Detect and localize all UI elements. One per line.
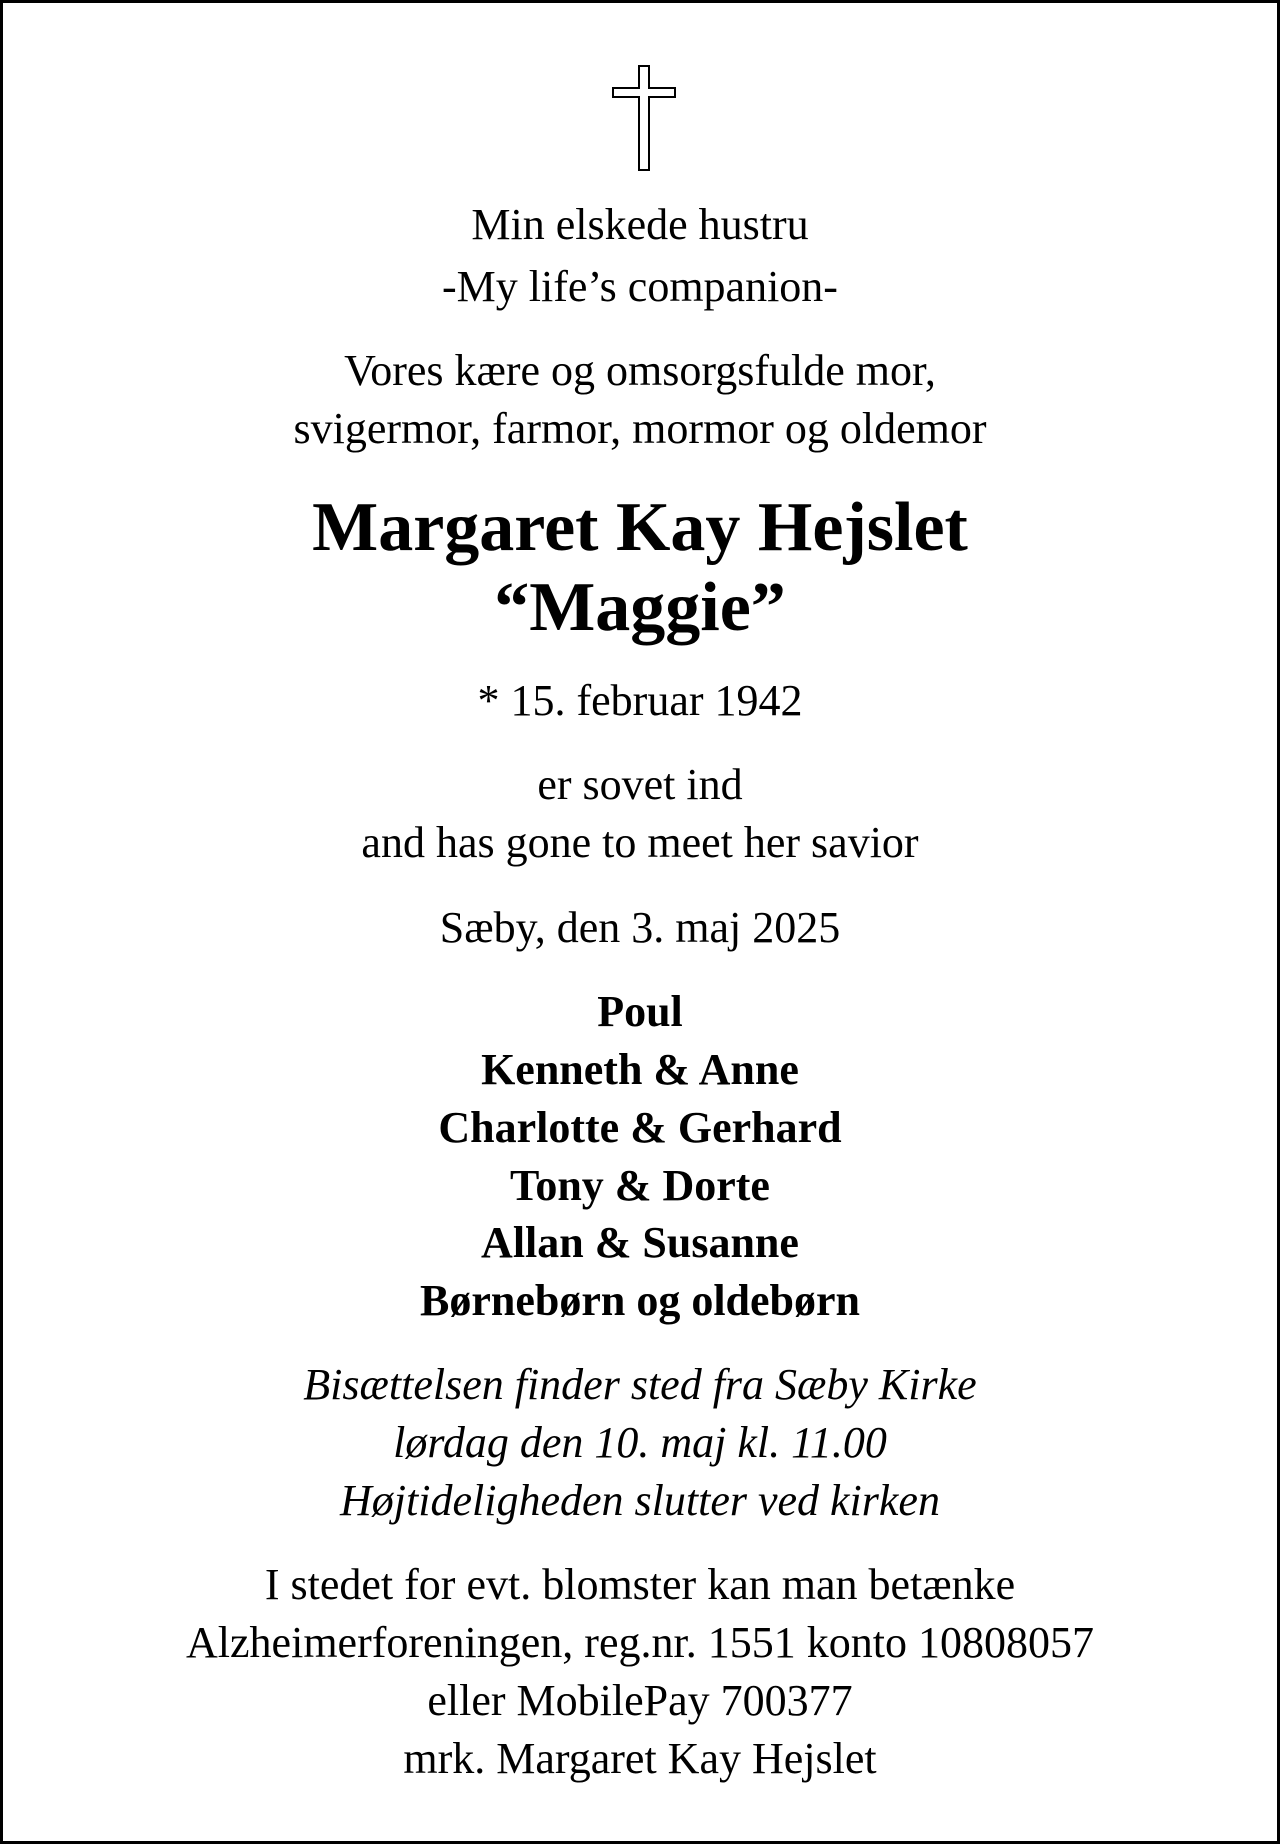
- donation-line-4: mrk. Margaret Kay Hejslet: [403, 1734, 877, 1783]
- cross-icon: [612, 65, 676, 171]
- family-member: Poul: [597, 987, 683, 1036]
- deceased-name: Margaret Kay Hejslet: [312, 489, 968, 566]
- passing-line-2: and has gone to meet her savior: [361, 818, 919, 867]
- relations-line-1: Vores kære og omsorgsfulde mor,: [344, 346, 936, 395]
- dedication-line-1: Min elskede hustru: [471, 200, 809, 249]
- donation-line-1: I stedet for evt. blomster kan man betænke: [264, 1560, 1016, 1609]
- place-date: Sæby, den 3. maj 2025: [439, 903, 841, 952]
- family-member: Allan & Susanne: [481, 1218, 799, 1267]
- deceased-nickname: “Maggie”: [494, 569, 786, 646]
- ceremony-line-1: Bisættelsen finder sted fra Sæby Kirke: [303, 1360, 977, 1409]
- passing-line-1: er sovet ind: [537, 760, 743, 809]
- ceremony-line-3: Højtideligheden slutter ved kirken: [340, 1476, 940, 1525]
- ceremony-line-2: lørdag den 10. maj kl. 11.00: [393, 1418, 887, 1467]
- relations-line-2: svigermor, farmor, mormor og oldemor: [293, 404, 987, 453]
- family-member: Charlotte & Gerhard: [438, 1103, 842, 1152]
- family-member: Kenneth & Anne: [481, 1045, 799, 1094]
- donation-line-3: eller MobilePay 700377: [427, 1676, 853, 1725]
- birth-date: * 15. februar 1942: [477, 676, 803, 725]
- family-member: Børnebørn og oldebørn: [419, 1276, 861, 1325]
- family-member: Tony & Dorte: [510, 1161, 770, 1210]
- donation-line-2: Alzheimerforeningen, reg.nr. 1551 konto 10808057: [186, 1618, 1094, 1667]
- dedication-line-2: -My life’s companion-: [442, 262, 838, 311]
